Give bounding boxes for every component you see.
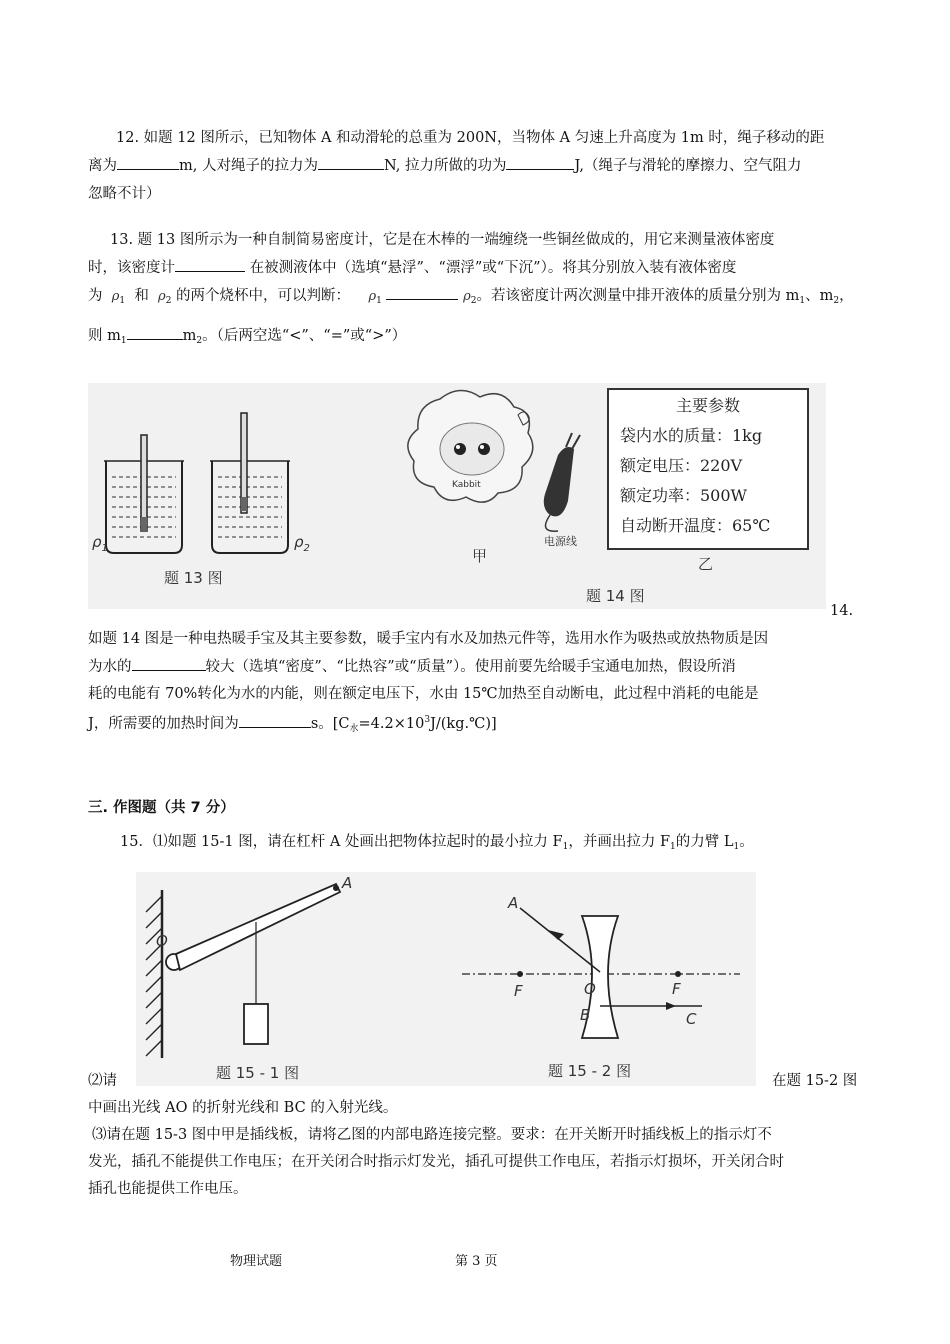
q13-blank-density-compare[interactable] [386,283,458,300]
q15-part2-start: ⑵请 [88,1073,117,1089]
footer-page-number: 第 3 页 [455,1254,498,1269]
q14-blank-time[interactable] [239,711,311,728]
figure-13-14 [88,383,826,609]
fig15-1-caption: 题 15 - 1 图 [216,1064,300,1082]
q13-line3: 为 $\rho_1$ 和 $\rho_2$ 的两个烧杯中，可以判断： $\rho_1$ $\rho_2$。若该密度计两次测量中排开液体的质量分别为 $m_1$、$m_2$， [88,282,866,315]
q14-line3: 耗的电能有 70%转化为水的内能，则在额定电压下，水由 15℃加热至自动断电，此过程中消耗的电能是 [88,686,759,702]
fig15-2-caption: 题 15 - 2 图 [548,1062,632,1080]
q13-line2: 时，该密度计 在被测液体中（选填“悬浮”、“漂浮”或“下沉”）。将其分别放入装有液体密度 [88,254,866,282]
q13-blank-state[interactable] [175,255,245,272]
lever-point-A: A [342,874,353,892]
figure-13-14-svg [88,383,826,609]
q15-part3-line2: 发光，插孔不能提供工作电压；在开关闭合时指示灯发光，插孔可提供工作电压，若指示灯损坏，开关闭合时 [88,1154,784,1170]
q13-line1: 13. 题 13 图所示为一种自制简易密度计，它是在木棒的一端缠绕一些铜丝做成的，用它来测量液体密度 [110,232,775,248]
fig14-jia-label: 甲 [472,547,488,565]
footer-subject: 物理试题 [230,1254,283,1269]
lens-focus-left: F [514,982,523,1000]
param-rated-voltage: 额定电压：220V [620,456,743,475]
fig13-rho2-label: $\rho_2$ [294,533,310,554]
q14-blank-property[interactable] [132,654,206,671]
q14-number: 14. [830,603,854,619]
lens-point-A: A [508,894,519,912]
q15-part3-line3: 插孔也能提供工作电压。 [88,1181,248,1197]
q12-line2: 离为 m, 人对绳子的拉力为 N, 拉力所做的功为 J,（绳子与滑轮的摩擦力、空气阻力 [88,152,866,180]
q15-line1: 15．⑴如题 15-1 图，请在杠杆 A 处画出把物体拉起时的最小拉力 $F_1$，并画出拉力 $F_1$的力臂 $L_1$。 [120,834,754,852]
lens-point-O: O [584,980,596,998]
q12-line1: 12. 如题 12 图所示，已知物体 A 和动滑轮的总重为 200N，当物体 A 匀速上升高度为 1m 时，绳子移动的距 [116,130,825,146]
lens-point-C: C [686,1010,697,1028]
fig14-caption: 题 14 图 [586,587,645,605]
fig13-caption: 题 13 图 [164,569,223,587]
q12-blank-work[interactable] [506,153,574,170]
section-3-title: 三. 作图题（共 7 分） [88,800,235,816]
q15-part2-mid: 在题 15-2 图 [772,1073,858,1089]
q15-part2-line: 中画出光线 AO 的折射光线和 BC 的入射光线。 [88,1100,398,1116]
q12-line3: 忽略不计） [88,186,161,202]
param-water-mass: 袋内水的质量：1kg [620,426,763,445]
fig14-yi-label: 乙 [698,555,714,573]
toy-brand-text: Kabbit [452,480,481,490]
fig13-rho1-label: $\rho_1$ [92,533,108,554]
lens-point-B: B [580,1006,591,1024]
power-cord-label: 电源线 [544,535,577,548]
params-title: 主要参数 [675,396,741,415]
param-rated-power: 额定功率：500W [620,486,747,505]
figure-15 [136,872,756,1086]
param-cutoff-temp: 自动断开温度：65℃ [620,516,771,535]
q12-blank-force[interactable] [318,153,384,170]
q12-blank-distance[interactable] [117,153,179,170]
q13-line4: 则 $m_1$ $m_2$。（后两空选“<”、“=”或“>”） [88,322,866,355]
q14-line2: 为水的 较大（选填“密度”、“比热容”或“质量”）。使用前要先给暖手宝通电加热，假设所消 [88,653,866,681]
figure-15-svg [136,872,756,1086]
lens-focus-right: F [672,980,681,998]
q14-line4: J，所需要的加热时间为 s。$[C_水=4.2\times 10^3J/(kg.℃)]$ [88,706,866,743]
q15-part3-line1: ⑶请在题 15-3 图中甲是插线板，请将乙图的内部电路连接完整。要求：在开关断开时插线板上的指示灯不 [92,1127,772,1143]
q13-blank-mass-compare[interactable] [127,323,183,340]
lever-point-O: O [156,932,168,950]
q14-line1: 如题 14 图是一种电热暖手宝及其主要参数，暖手宝内有水及加热元件等，选用水作为吸热或放热物质是因 [88,631,769,647]
